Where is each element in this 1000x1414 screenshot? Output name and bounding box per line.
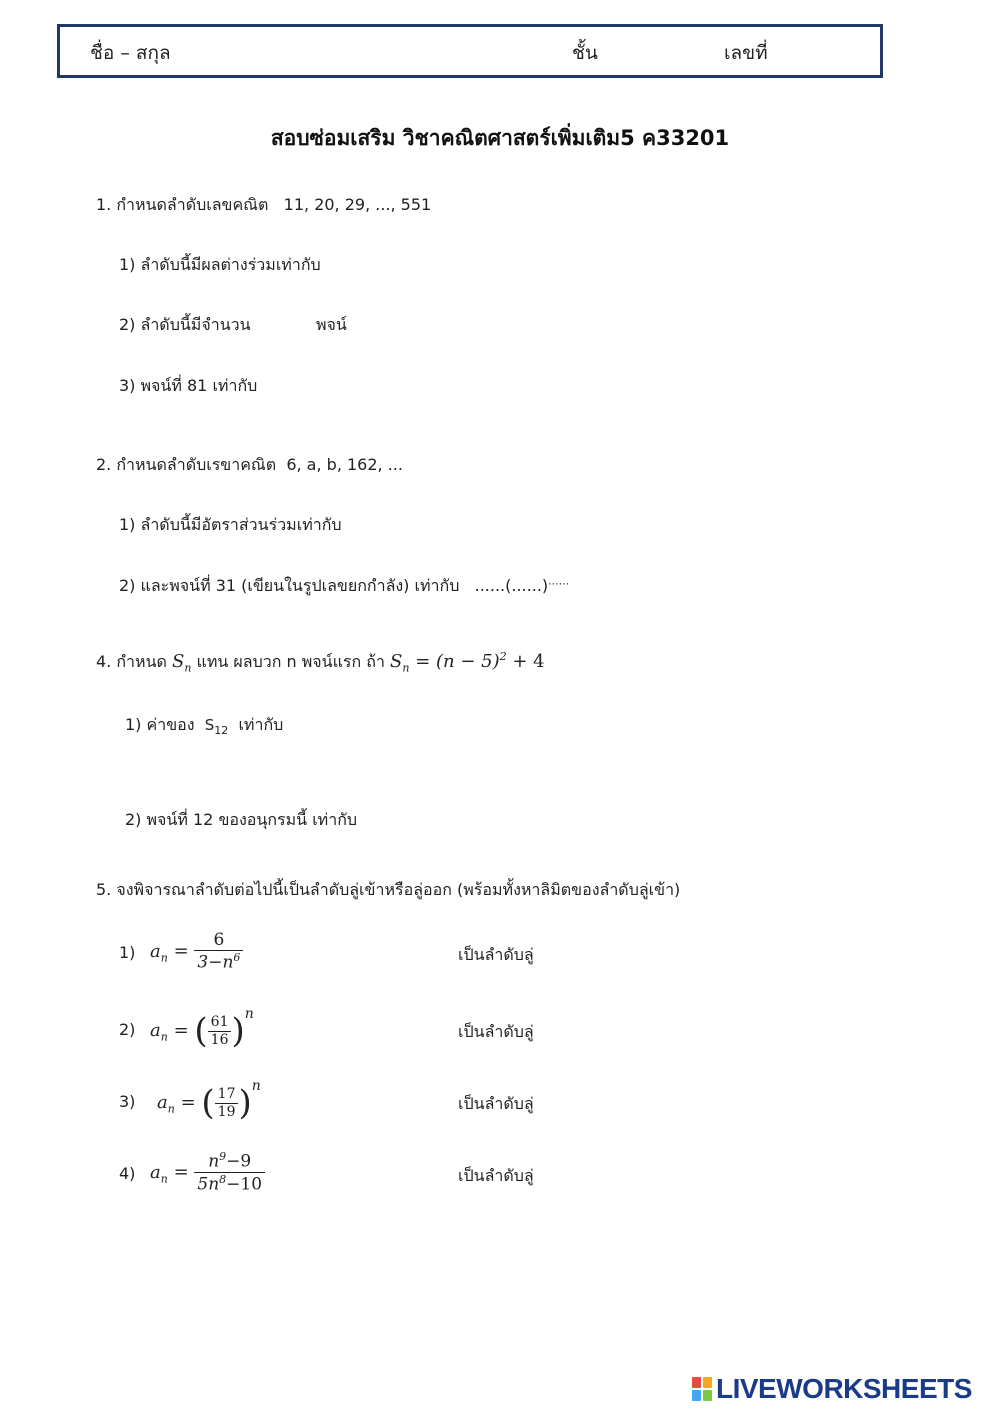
q1-item1: 1) ลำดับนี้มีผลต่างร่วมเท่ากับ <box>119 255 321 274</box>
logo-text: LIVEWORKSHEETS <box>716 1373 972 1404</box>
q5-item3-answer: เป็นลำดับลู่ <box>458 1094 534 1113</box>
q2-sequence: 6, a, b, 162, ... <box>286 455 403 474</box>
q2-item2: 2) และพจน์ที่ 31 (เขียนในรูปเลขยกกำลัง) เท่ากับ ......(......)...... <box>119 574 570 595</box>
q5-item2-formula: $a_n$ = ( $\frac{61}{16}$ )$^n$ <box>150 1006 254 1051</box>
name-label: ชื่อ – สกุล <box>90 42 171 64</box>
q1-item2: 2) ลำดับนี้มีจำนวน <box>119 315 251 334</box>
q4-item2: 2) พจน์ที่ 12 ของอนุกรมนี้ เท่ากับ <box>125 810 358 829</box>
q5-item4-formula: $a_n$ = $\frac{n^9-9}{5n^8-10}$ <box>150 1150 265 1195</box>
q2-answer-blank[interactable]: ......(......)...... <box>474 574 570 595</box>
q4-prompt: 4. กำหนด $S_n$ แทน ผลบวก n พจน์แรก ถ้า $S_n = (n - 5)^2 + 4$ <box>96 650 545 675</box>
q1-item2-unit: พจน์ <box>316 315 347 334</box>
q5-prompt: 5. จงพิจารณาลำดับต่อไปนี้เป็นลำดับลู่เข้าหรือลู่ออก (พร้อมทั้งหาลิมิตของลำดับลู่เข้า) <box>96 880 681 899</box>
q5-item4-answer: เป็นลำดับลู่ <box>458 1166 534 1185</box>
q5-item3-formula: $a_n$ = ( $\frac{17}{19}$ )$^n$ <box>157 1078 261 1123</box>
q5-item1-formula: $a_n$ = $\frac{6}{3-n^6}$ <box>150 930 243 973</box>
q5-item1-answer: เป็นลำดับลู่ <box>458 945 534 964</box>
q1-item3: 3) พจน์ที่ 81 เท่ากับ <box>119 376 258 395</box>
q5-item2-num: 2) <box>119 1020 136 1039</box>
q5-item4-num: 4) <box>119 1164 136 1183</box>
logo-mark-icon <box>692 1377 712 1401</box>
number-label: เลขที่ <box>724 42 768 64</box>
q5-item2-answer: เป็นลำดับลู่ <box>458 1022 534 1041</box>
q5-item3-num: 3) <box>119 1092 136 1111</box>
q4-sn-symbol: $S_n$ <box>172 651 192 675</box>
q1-sequence: 11, 20, 29, ..., 551 <box>283 195 432 214</box>
q4-s12: $S_{12}$ <box>204 716 229 737</box>
q4-item1: 1) ค่าของ $S_{12}$ เท่ากับ <box>125 715 284 737</box>
page-title: สอบซ่อมเสริม วิชาคณิตศาสตร์เพิ่มเติม5 ค33201 <box>270 126 730 150</box>
q2-prompt: 2. กำหนดลำดับเรขาคณิต 6, a, b, 162, ... <box>96 455 403 474</box>
q1-prompt: 1. กำหนดลำดับเลขคณิต 11, 20, 29, ..., 551 <box>96 195 432 214</box>
q5-item1-num: 1) <box>119 943 136 962</box>
liveworksheets-logo <box>692 1374 972 1404</box>
q2-item1: 1) ลำดับนี้มีอัตราส่วนร่วมเท่ากับ <box>119 515 342 534</box>
q4-formula: $S_n = (n - 5)^2 + 4$ <box>390 650 545 675</box>
class-label: ชั้น <box>572 42 598 64</box>
